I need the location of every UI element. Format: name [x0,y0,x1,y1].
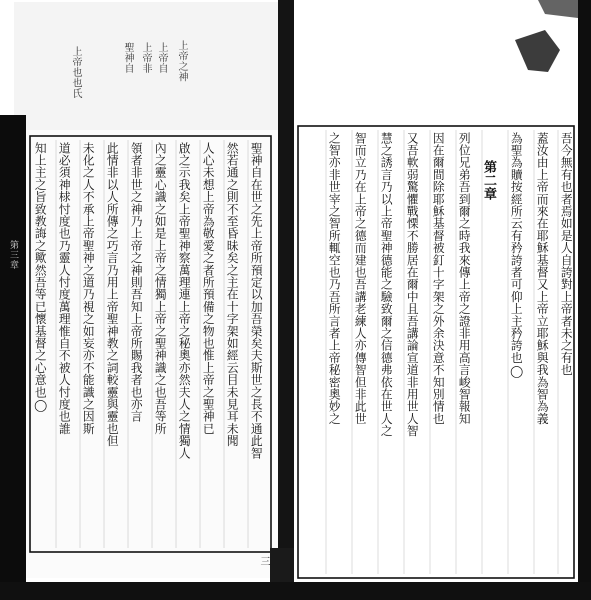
flyleaf-note: 聖神自 [122,42,133,74]
left-text-column: 啟之示我矣上帝聖神察萬理連上帝之秘奧亦然夫人之情獨人 [177,142,192,460]
chapter-heading: 第二章 [481,160,496,201]
bottom-band [0,582,591,600]
flyleaf-note: 上帝自 [156,42,167,74]
right-text-column: 吾今無有也者焉如是人自誇對上帝者未之有也 [559,132,574,376]
flyleaf-note: 上帝之神 [176,40,187,82]
left-text-column: 此情非以人所傳之巧言乃用上帝聖神教之詞較靈與靈也但 [105,142,120,447]
page-number: 三 [258,556,269,567]
flyleaf-note: 上帝也也氏 [70,46,81,99]
right-text-column: 之智亦非世宰之智所輒空也乃吾所言者上帝秘密奧妙之 [327,132,342,425]
right-text-column: 為聖為贖按經所云有矜誇者可仰上主矜誇也◯ [509,132,524,379]
flyleaf-note: 上帝非 [140,42,151,74]
left-text-column: 聖神自在世之先上帝所預定以加吾榮矣夫斯世之長不通此智 [249,142,264,460]
spine-label: 第三章 [8,240,18,270]
left-text-column: 內之靈心識之如是上帝之情獨上帝之聖神識之也吾等所 [153,142,168,435]
right-dark-edge [578,0,591,600]
left-text-column: 道必須神梂忖度也乃靈人忖度萬理惟自不被人忖度也誰 [57,142,72,435]
right-text-column: 列位兄弟吾到爾之時我來傳上帝之證非用高言峻智報知 [457,132,472,425]
left-dark-strip [0,115,26,600]
left-text-column: 知上主之旨致教誨之歟然吾等已懷基督之心意也◯ [33,142,48,413]
right-text-column: 因在爾間除耶穌基督被釘十字架之外余決意不知別情也 [431,132,446,425]
right-text-column: 蓋汝由上帝而來在耶穌基督又上帝立耶穌與我為智為義 [535,132,550,425]
left-text-column: 領者非世之神乃上帝之神則吾知上帝所賜我者也亦言 [129,142,144,423]
left-text-column: 然若通之則不至昏昧矣之主在十字架如經云目未見耳未聞 [225,142,240,447]
gutter-shadow [278,0,294,600]
right-text-column: 慧之誘言乃以上帝聖神德能之驗致爾之信德弗依在世人之 [379,132,394,437]
right-text-column: 又吾軟弱驚懼戰慄不勝居在爾中且吾講論宣道非用世人智 [405,132,420,437]
right-text-column: 智而立乃在上帝之德而建也吾講老練人亦傳智但非此世 [353,132,368,425]
left-text-column: 人心未想上帝為敬愛之者所預備之物也惟上帝之聖神已 [201,142,216,435]
left-text-column: 未化之人不承上帝聖神之道乃視之如妄亦不能識之因斯 [81,142,96,435]
